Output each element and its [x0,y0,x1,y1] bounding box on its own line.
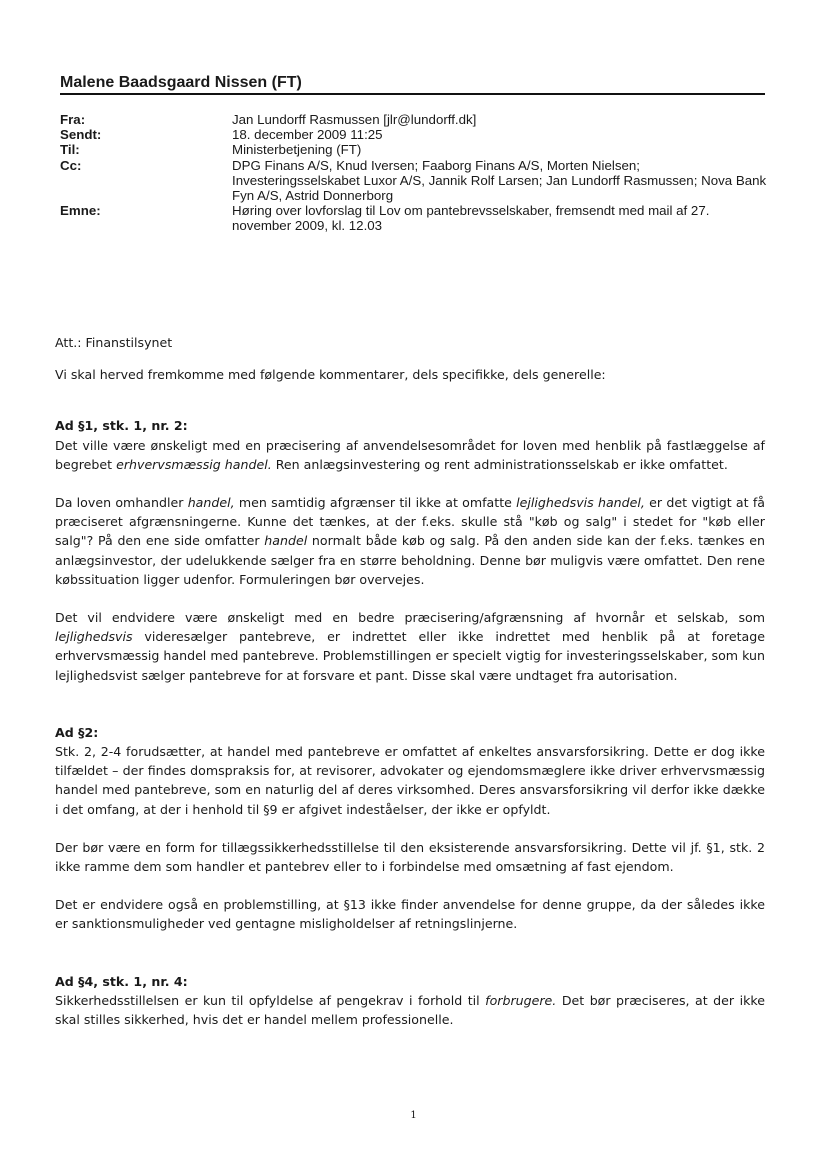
text-run: men samtidig afgrænser til ikke at omfatte [234,495,517,511]
emphasis-text: erhvervsmæssig handel. [116,456,272,472]
emphasis-text: forbrugere. [485,992,557,1008]
emphasis-text: lejlighedsvis [55,629,133,645]
section-2 [55,723,765,934]
email-header [60,112,770,234]
section-1-paragraph-1 [55,436,765,474]
header-rule [60,93,765,95]
section-1 [55,416,765,684]
section-2-paragraph-3: Det er endvidere også en problemstilling, at §13 ikke finder anvendelse for denne gruppe, da der således ikke er sanktionsmuligheder ved gentagne misligholdelser af retningslinjerne. [55,897,765,932]
emphasis-text: handel, [187,495,235,511]
letter-body [55,333,765,1029]
from-value[interactable]: Jan Lundorff Rasmussen [jlr@lundorff.dk] [232,112,477,127]
section-1-title: Ad §1, stk. 1, nr. 2: [55,418,188,434]
intro-paragraph: Vi skal herved fremkomme med følgende kommentarer, dels specifikke, dels generelle: [55,367,606,383]
header-sent [60,127,770,142]
text-run: Da loven omhandler [55,495,188,511]
sent-label: Sendt: [60,127,102,143]
text-run: normalt både køb og salg. På den anden side kan der f.eks. tænkes en anlægsinvestor, der udelukkende sælger fra en større beholdning. Denne bør muligvis være omfattet. Den rene købssituation ligger udenfor. Formuleringen bør overvejes. [55,533,765,587]
text-run: Det ville være ønskeligt med en præcisering af anvendelsesområdet for loven med henblik på fastlæggelse af begrebet [55,437,765,472]
from-label: Fra: [60,112,86,127]
cc-label: Cc: [60,157,82,173]
sent-value: 18. december 2009 11:25 [232,127,383,143]
section-2-paragraph-2: Der bør være en form for tillægssikkerhedsstillelse til den eksisterende ansvarsforsikring. Dette vil jf. §1, stk. 2 ikke ramme dem som handler et pantebrev eller to i forbindelse med omsætning af fast ejendom. [55,839,765,875]
sender-name: Malene Baadsgaard Nissen (FT) [60,74,302,91]
section-3 [55,972,765,1030]
to-value[interactable]: Ministerbetjening (FT) [232,142,362,158]
section-3-title: Ad §4, stk. 1, nr. 4: [55,973,188,989]
emphasis-text: lejlighedsvis handel, [516,495,645,511]
text-run: Det vil endvidere være ønskeligt med en bedre præcisering/afgrænsning af hvornår et selskab, som [55,610,765,626]
text-run: er det vigtigt at få præciseret afgrænsningerne. Kunne det tænkes, at der f.eks. skulle stå "køb og salg" i stedet for "køb eller salg"? På den ene side omfatter [55,495,765,549]
to-label: Til: [60,142,80,158]
text-run: videresælger pantebreve, er indrettet eller ikke indrettet med henblik på at foretage erhvervsmæssig handel med pantebreve. Problemstillingen er specielt vigtig for investeringsselskaber, som kun lejlighedsvist sælger pantebreve for at forsvare et pant. Disse skal være undtaget fra autorisation. [55,629,765,683]
header-cc [60,158,770,204]
section-3-paragraph-1 [55,991,765,1029]
header-to [60,142,770,157]
text-run: Det bør præciseres, at der ikke skal stilles sikkerhed, hvis det er handel mellem professionelle. [55,992,765,1028]
emphasis-text: handel [264,533,308,549]
attention-line: Att.: Finanstilsynet [55,335,173,350]
section-1-paragraph-3 [55,608,765,685]
header-subject [60,203,770,233]
text-run: Sikkerhedsstillelsen er kun til opfyldelse af pengekrav i forhold til [55,992,486,1008]
page-number: 1 [410,1110,417,1121]
section-2-paragraph-1: Stk. 2, 2-4 forudsætter, at handel med pantebreve er omfattet af enkeltes ansvarsforsikring. Dette er dog ikke tilfældet – der findes domspraksis for, at revisorer, advokater og ejendomsmæglere ikke driver erhvervsmæssig handel med pantebreve, som en naturlig del af deres virksomhed. Deres ansvarsforsikring vil derfor ikke dække i det omfang, at der i henhold til §9 er afgivet indeståelser, der ikke er opfyldt. [55,744,765,817]
section-2-title: Ad §2: [55,724,99,740]
text-run: Ren anlægsinvestering og rent administrationsselskab er ikke omfattet. [271,456,728,472]
section-1-paragraph-2 [55,493,765,589]
cc-value[interactable]: DPG Finans A/S, Knud Iversen; Faaborg Finans A/S, Morten Nielsen; Investeringsselskabet Luxor A/S, Jannik Rolf Larsen; Jan Lundorff Rasmussen; Nova Bank Fyn A/S, Astrid Donnerborg [232,157,767,204]
subject-label: Emne: [60,203,101,219]
subject-value: Høring over lovforslag til Lov om pantebrevsselskaber, fremsendt med mail af 27. november 2009, kl. 12.03 [232,203,710,234]
header-from [60,112,770,127]
